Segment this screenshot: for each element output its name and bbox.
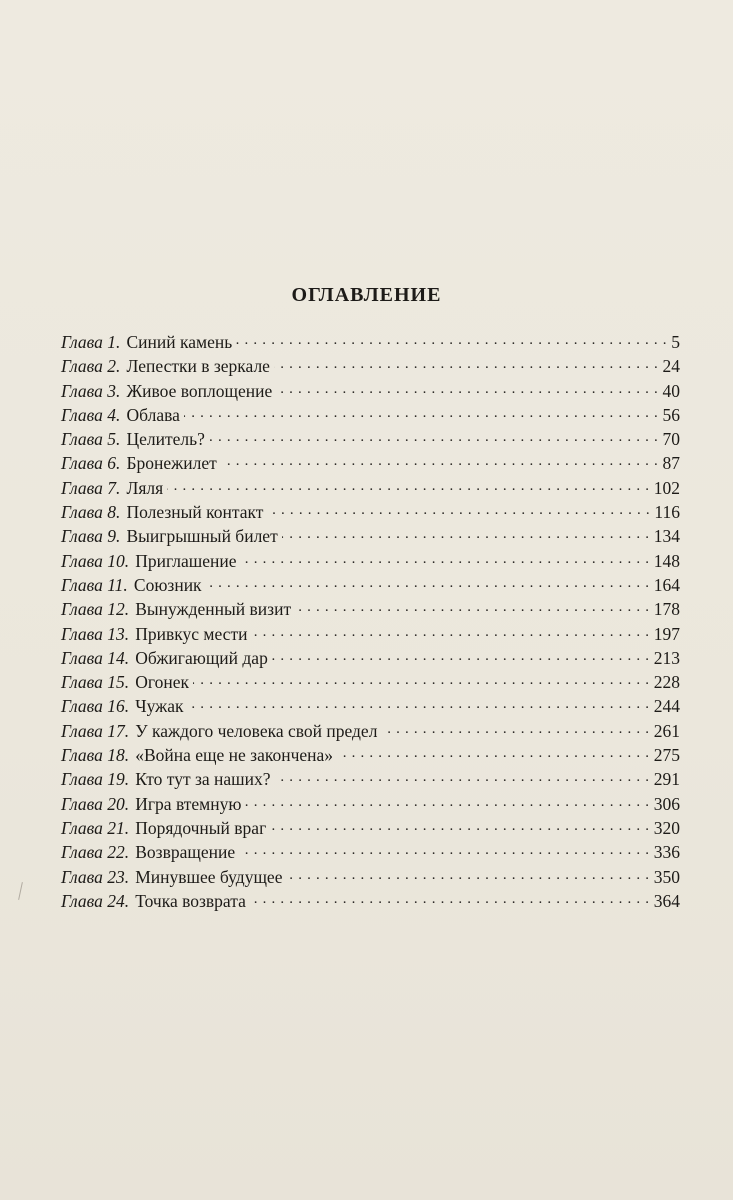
toc-chapter-title: «Война еще не закончена» [135, 745, 334, 766]
toc-leader-dots [188, 695, 650, 713]
toc-entry [61, 646, 680, 670]
toc-chapter-title: Живое воплощение [126, 380, 273, 401]
toc-chapter-number: Глава 16. [61, 696, 130, 717]
toc-chapter-title: У каждого человека свой предел [135, 720, 378, 741]
toc-entry [61, 500, 680, 524]
toc-page-number: 350 [653, 866, 680, 887]
toc-entry [61, 743, 680, 767]
toc-chapter-number: Глава 19. [61, 769, 130, 790]
toc-leader-dots [295, 598, 650, 616]
toc-chapter-title: Синий камень [126, 332, 233, 352]
toc-leader-dots [206, 573, 650, 591]
toc-chapter-number: Глава 11. [61, 574, 128, 595]
toc-page-number: 336 [653, 842, 680, 863]
toc-page-number: 320 [653, 817, 680, 838]
toc-chapter-title: Союзник [133, 574, 202, 595]
toc-leader-dots [209, 428, 659, 446]
toc-entry [61, 889, 680, 913]
toc-chapter-number: Глава 13. [61, 623, 130, 644]
toc-entry [61, 403, 680, 427]
toc-page-number: 116 [654, 502, 680, 523]
toc-entry [61, 330, 680, 354]
toc-entry [61, 476, 680, 500]
toc-chapter-title: Ляля [126, 477, 164, 498]
toc-leader-dots [270, 816, 650, 834]
toc-chapter-number: Глава 23. [61, 866, 130, 887]
toc-page-number: 178 [653, 599, 680, 620]
toc-entry [61, 379, 680, 403]
toc-chapter-number: Глава 24. [61, 890, 130, 911]
toc-chapter-title: Огонек [135, 672, 189, 693]
toc-entry [61, 427, 680, 451]
toc-entry [61, 354, 680, 378]
toc-chapter-number: Глава 7. [61, 477, 121, 498]
toc-entry [61, 524, 680, 548]
toc-page-number: 134 [653, 526, 680, 547]
toc-chapter-title: Обжигающий дар [135, 647, 268, 668]
toc-entry [61, 816, 680, 840]
toc-chapter-number: Глава 18. [61, 745, 130, 766]
page-title: ОГЛАВЛЕНИЕ [291, 284, 442, 306]
toc-leader-dots [184, 403, 659, 421]
toc-page-number: 70 [662, 429, 680, 450]
toc-chapter-title: Облава [126, 404, 180, 425]
toc-page-number: 275 [653, 745, 680, 766]
toc-leader-dots [274, 355, 659, 373]
toc-chapter-title: Возвращение [135, 842, 236, 863]
toc-chapter-number: Глава 22. [61, 842, 130, 863]
toc-page-number: 5 [671, 332, 680, 352]
toc-leader-dots [286, 865, 649, 883]
toc-leader-dots [251, 622, 649, 640]
toc-leader-dots [276, 379, 658, 397]
toc-page-number: 244 [653, 696, 680, 717]
toc-entry [61, 670, 680, 694]
toc-leader-dots [267, 501, 650, 519]
toc-leader-dots [282, 525, 650, 543]
toc-chapter-title: Точка возврата [135, 890, 246, 911]
toc-chapter-title: Игра втемную [135, 793, 242, 814]
toc-chapter-title: Бронежилет [126, 453, 217, 474]
toc-page-number: 102 [653, 477, 680, 498]
toc-page-number: 228 [653, 672, 680, 693]
toc-leader-dots [236, 331, 667, 349]
toc-chapter-number: Глава 20. [61, 793, 130, 814]
toc-chapter-number: Глава 17. [61, 720, 130, 741]
toc-page-number: 164 [653, 574, 680, 595]
toc-page-number: 213 [653, 647, 680, 668]
toc-entry [61, 694, 680, 718]
toc-chapter-number: Глава 1. [61, 332, 121, 352]
toc-chapter-title: Минувшее будущее [135, 866, 283, 887]
toc-entry [61, 597, 680, 621]
toc-page-number: 306 [653, 793, 680, 814]
toc-entry [61, 451, 680, 475]
toc-page-number: 24 [662, 356, 680, 377]
toc-entry [61, 792, 680, 816]
toc-page-number: 56 [662, 404, 680, 425]
toc-leader-dots [239, 841, 650, 859]
toc-leader-dots [193, 671, 650, 689]
toc-chapter-number: Глава 3. [61, 380, 121, 401]
toc-entry [61, 767, 680, 791]
toc-chapter-title: Выигрышный билет [126, 526, 278, 547]
toc-chapter-title: Кто тут за наших? [135, 769, 271, 790]
toc-chapter-title: Привкус мести [135, 623, 248, 644]
toc-chapter-title: Лепестки в зеркале [126, 356, 270, 377]
toc-chapter-title: Полезный контакт [126, 502, 264, 523]
toc-leader-dots [337, 744, 650, 762]
toc-page-number: 87 [662, 453, 680, 474]
toc-entry [61, 622, 680, 646]
toc-chapter-title: Вынужденный визит [135, 599, 292, 620]
toc-entry [61, 865, 680, 889]
toc-chapter-title: Целитель? [126, 429, 205, 450]
table-of-contents [61, 330, 680, 913]
toc-entry [61, 719, 680, 743]
toc-page-number: 261 [653, 720, 680, 741]
toc-page-number: 197 [653, 623, 680, 644]
toc-chapter-number: Глава 8. [61, 502, 121, 523]
toc-chapter-number: Глава 15. [61, 672, 130, 693]
toc-leader-dots [381, 719, 649, 737]
toc-leader-dots [241, 549, 650, 567]
pencil-mark [18, 882, 23, 900]
toc-leader-dots [245, 792, 649, 810]
toc-chapter-title: Порядочный враг [135, 817, 267, 838]
toc-chapter-title: Чужак [135, 696, 184, 717]
toc-leader-dots [250, 889, 650, 907]
toc-chapter-number: Глава 6. [61, 453, 121, 474]
toc-leader-dots [167, 476, 650, 494]
toc-leader-dots [275, 768, 650, 786]
toc-leader-dots [272, 646, 650, 664]
toc-chapter-number: Глава 4. [61, 404, 121, 425]
toc-chapter-number: Глава 14. [61, 647, 130, 668]
toc-page-number: 40 [662, 380, 680, 401]
toc-page-number: 364 [653, 890, 680, 911]
toc-page-number: 291 [653, 769, 680, 790]
toc-entry [61, 573, 680, 597]
toc-entry [61, 840, 680, 864]
toc-chapter-number: Глава 2. [61, 356, 121, 377]
toc-chapter-number: Глава 5. [61, 429, 121, 450]
toc-chapter-number: Глава 9. [61, 526, 121, 547]
toc-page-number: 148 [653, 550, 680, 571]
toc-chapter-number: Глава 21. [61, 817, 130, 838]
toc-chapter-number: Глава 12. [61, 599, 130, 620]
toc-chapter-number: Глава 10. [61, 550, 130, 571]
toc-entry [61, 549, 680, 573]
toc-leader-dots [221, 452, 659, 470]
toc-chapter-title: Приглашение [135, 550, 237, 571]
